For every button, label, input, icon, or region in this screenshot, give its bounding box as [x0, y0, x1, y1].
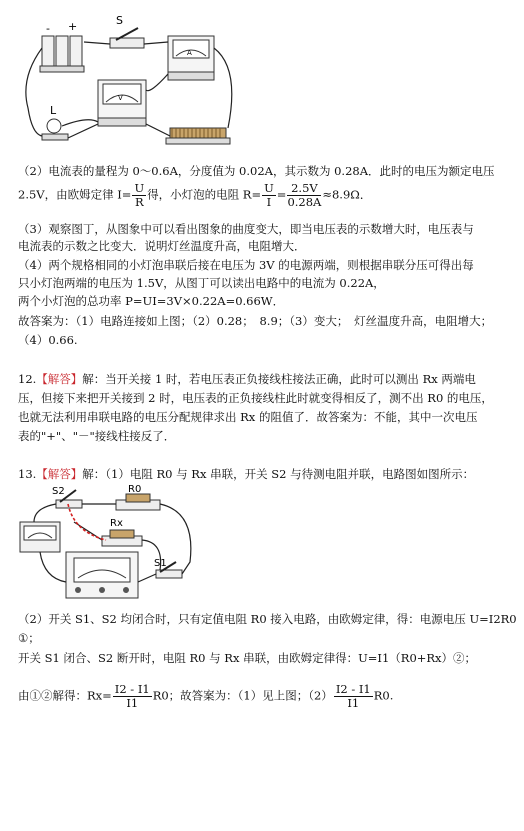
- battery-box-icon: [20, 522, 60, 552]
- lamp-label: L: [50, 104, 57, 117]
- fraction-answer: [334, 683, 373, 710]
- ammeter-icon: [168, 36, 214, 80]
- frac-denominator: I: [266, 195, 272, 209]
- p2-line2: [18, 182, 371, 209]
- p2-text-d: ≈8.9Ω．: [322, 187, 372, 202]
- q13-number: 13.: [18, 467, 37, 481]
- fraction-values: [287, 182, 321, 209]
- battery-plus-label: +: [68, 20, 78, 33]
- frac-denominator: R: [134, 195, 144, 209]
- voltmeter-icon: [98, 80, 146, 126]
- battery-icon: [40, 36, 84, 72]
- fraction-rx: [113, 683, 152, 710]
- ammeter-box-icon: [66, 552, 138, 598]
- q12-line2: 压，但接下来把开关接到 2 时，电压表的正负接线柱此时就变得相反了，测不出 R0 的电压，: [18, 391, 493, 405]
- p3-line1: （3）观察图丁，从图象中可以看出图象的曲度变大，即当电压表的示数增大时，电压表与: [18, 222, 474, 236]
- fraction-u-over-r: [132, 182, 146, 209]
- resistor-rx-icon: [102, 530, 142, 546]
- p2-text-c: =: [276, 187, 287, 202]
- circuit-figure-1: [18, 8, 248, 160]
- q12-line4: 表的"+"、"－"接线柱接反了．: [18, 429, 176, 443]
- frac-denominator: 0.28A: [287, 195, 322, 209]
- lamp-icon: [42, 119, 68, 140]
- q13b-text-b: R0；故答案为：（1）见上图；（2）: [152, 688, 333, 703]
- red-wire: [68, 504, 106, 540]
- q13-answer-tag: 【解答】: [36, 467, 83, 481]
- q12-number: 12.: [18, 372, 37, 386]
- q13b-line3: 开关 S1 闭合、S2 断开时，电阻 R0 与 Rx 串联，由欧姆定律得：U=I1（R0+Rx）②；: [18, 651, 477, 665]
- q13b-text-c: R0.: [373, 688, 394, 703]
- q13b-line1: （2）开关 S1、S2 均闭合时，只有定值电阻 R0 接入电路，由欧姆定律，得：电源电压 U=I2R0: [18, 612, 517, 626]
- q13-text: 解：（1）电阻 R0 与 Rx 串联，开关 S2 与待测电阻并联，电路图如图所示：: [82, 467, 475, 481]
- frac-numerator: U: [134, 181, 145, 195]
- switch-icon: [110, 28, 144, 48]
- frac-numerator: 2.5V: [287, 182, 321, 196]
- p3-line2: 电流表的示数之比变大．说明灯丝温度升高，电阻增大．: [18, 239, 306, 253]
- circuit-figure-2: [14, 482, 204, 604]
- p4-line2: 只小灯泡两端的电压为 1.5V，从图丁可以读出电路中的电流为 0.22A，: [18, 276, 385, 290]
- switch-label: S: [116, 14, 123, 27]
- resistor-r0-icon: [116, 494, 160, 510]
- voltmeter-unit: V: [118, 94, 123, 102]
- p4-line3: 两个小灯泡的总功率 P=UI=3V×0.22A=0.66W．: [18, 294, 285, 308]
- q12-line3: 也就无法利用串联电路的电压分配规律求出 Rx 的阻值了．故答案为：不能，其中一次电压: [18, 410, 478, 424]
- frac-denominator: I1: [347, 696, 360, 710]
- battery-minus-label: -: [46, 22, 50, 35]
- q13b-text-a: 由①②解得：Rx=: [18, 688, 112, 703]
- q13b-line2: ①；: [18, 631, 40, 645]
- resistor-rx-label: Rx: [110, 518, 123, 529]
- frac-numerator: I2 - I1: [114, 682, 150, 696]
- frac-numerator: U: [264, 181, 274, 195]
- answer11-line2: （4）0.66.: [18, 333, 78, 347]
- switch-s2-label: S2: [52, 486, 65, 497]
- q13-line1: [18, 466, 474, 482]
- frac-denominator: I1: [126, 696, 139, 710]
- p2-line1: （2）电流表的量程为 0～0.6A，分度值为 0.02A，其示数为 0.28A．此时的电压为额定电压: [18, 164, 495, 178]
- frac-numerator: I2 - I1: [335, 682, 371, 696]
- rheostat-icon: [166, 128, 230, 144]
- q13b-line4: [18, 683, 393, 710]
- fraction-u-over-i: [262, 182, 276, 209]
- ammeter-unit: A: [187, 49, 192, 57]
- resistor-r0-label: R0: [128, 484, 142, 495]
- p2-text-a: 2.5V，由欧姆定律 I=: [18, 187, 132, 202]
- q12-answer-tag: 【解答】: [36, 372, 83, 386]
- p4-line1: （4）两个规格相同的小灯泡串联后接在电压为 3V 的电源两端，则根据串联分压可得出每: [18, 258, 474, 272]
- q12-text: 解：当开关接 1 时，若电压表正负接线柱接法正确，此时可以测出 Rx 两端电: [82, 372, 476, 386]
- switch-s1-label: S1: [154, 558, 167, 569]
- q12-line1: [18, 371, 476, 387]
- answer11-line1: 故答案为：（1）电路连接如上图；（2）0.28； 8.9；（3）变大； 灯丝温度升高，电阻增大；: [18, 314, 493, 328]
- p2-text-b: 得，小灯泡的电阻 R=: [147, 187, 262, 202]
